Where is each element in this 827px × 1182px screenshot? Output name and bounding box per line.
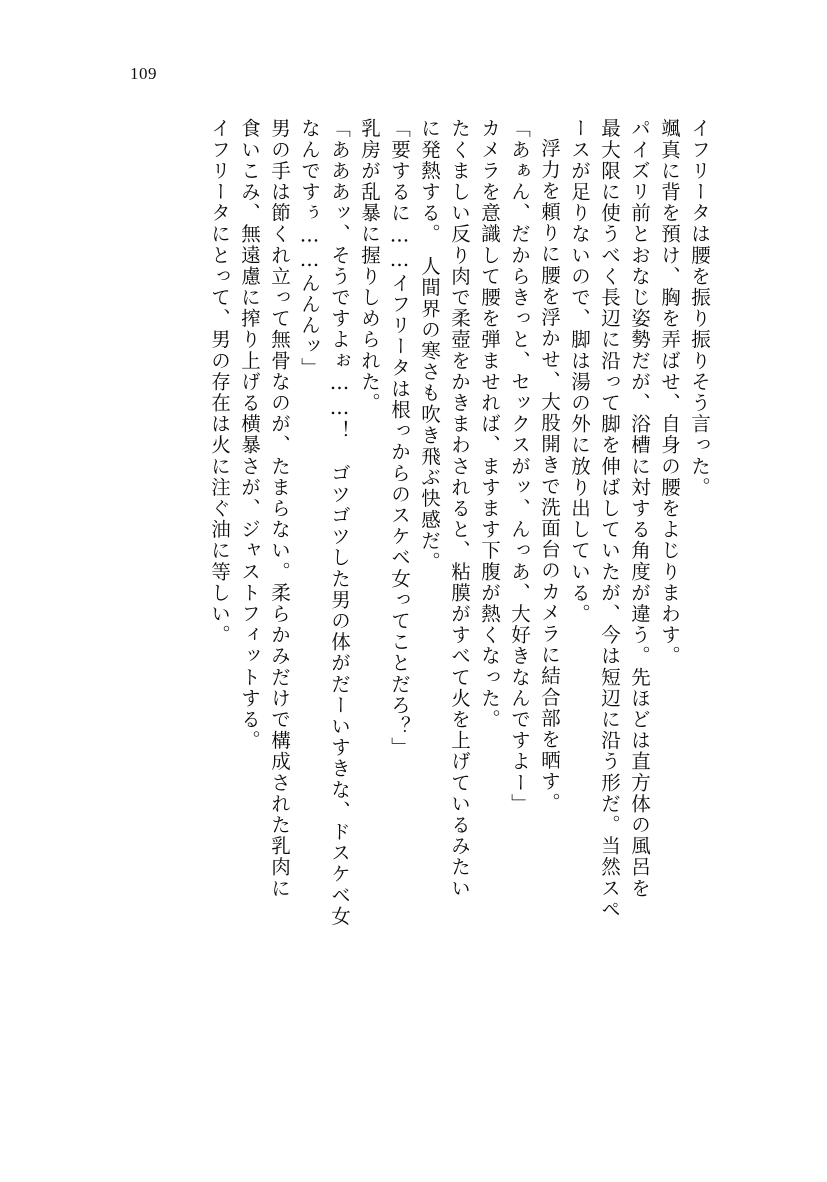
text-column: ースが足りないので、脚は湯の外に放り出している。 — [568, 118, 591, 625]
text-column: イフリータは腰を振り振りそう言った。 — [688, 118, 711, 498]
text-column: 「あああッ、そうですよぉ……！ ゴツゴツした男の体がだーいすきな、ドスケベ女 — [328, 118, 351, 927]
text-column: イフリータにとって、男の存在は火に注ぐ油に等しい。 — [208, 118, 231, 646]
text-column: 最大限に使うべく長辺に沿って脚を伸ばしていたが、今は短辺に沿う形だ。当然スペ — [598, 118, 621, 920]
text-column: パイズリ前とおなじ姿勢だが、浴槽に対する角度が違う。先ほどは直方体の風呂を — [628, 118, 651, 899]
text-column: に発熱する。 人間界の寒さも吹き飛ぶ快感だ。 — [418, 118, 441, 573]
text-column: なんですぅ……んんんッ」 — [298, 118, 321, 379]
text-column: 乳房が乱暴に握りしめられた。 — [358, 118, 381, 414]
text-column: カメラを意識して腰を弾ませれば、ますます下腹が熱くなった。 — [478, 118, 501, 730]
text-column: 浮力を頼りに腰を浮かせ、大股開きで洗面台のカメラに結合部を晒す。 — [538, 138, 561, 814]
page-number: 109 — [130, 64, 157, 83]
text-column: 男の手は節くれ立って無骨なのが、たまらない。柔らかみだけで構成された乳肉に — [268, 118, 291, 899]
text-column: 「要するに……イフリータは根っからのスケベ女ってことだろ？」 — [388, 118, 411, 758]
text-column: 「あぁん、だからきっと、セックスがッ、んっあ、大好きなんですよー」 — [508, 118, 531, 815]
text-column: 颯真に背を預け、胸を弄ばせ、自身の腰をよじりまわす。 — [658, 118, 681, 667]
vertical-text-body — [109, 118, 709, 1078]
text-column: 食いこみ、無遠慮に搾り上げる横暴さが、ジャストフィットする。 — [238, 118, 261, 751]
text-column: たくましい反り肉で柔壺をかきまわされると、粘膜がすべて火を上げているみたい — [448, 118, 471, 899]
